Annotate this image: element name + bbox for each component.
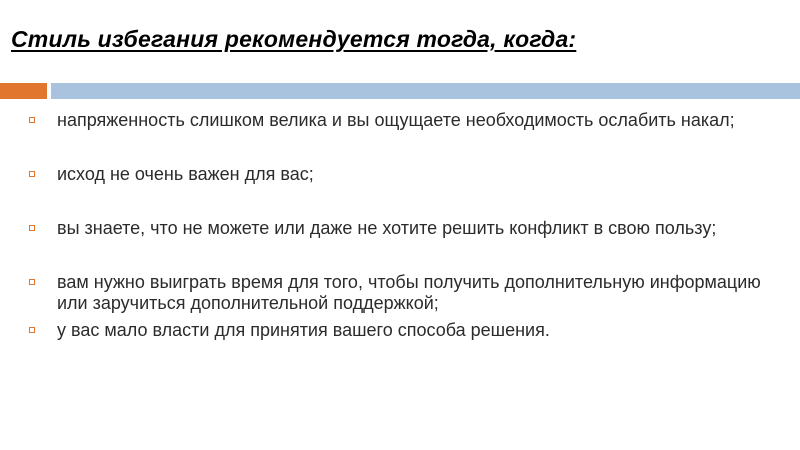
list-item	[29, 272, 789, 314]
list-item	[29, 164, 789, 185]
bullet-text: вам нужно выиграть время для того, чтобы получить дополнительную информацию или заручиться дополнительной поддержкой;	[57, 272, 761, 313]
bullet-list	[29, 110, 789, 341]
bullet-text: у вас мало власти для принятия вашего способа решения.	[57, 320, 550, 340]
divider-bar	[51, 83, 800, 99]
bullet-text: напряженность слишком велика и вы ощущаете необходимость ослабить накал;	[57, 110, 735, 130]
list-item	[29, 320, 789, 341]
bullet-icon	[29, 327, 35, 333]
bullet-text: вы знаете, что не можете или даже не хотите решить конфликт в свою пользу;	[57, 218, 717, 238]
bullet-icon	[29, 171, 35, 177]
bullet-text: исход не очень важен для вас;	[57, 164, 314, 184]
slide-title: Стиль избегания рекомендуется тогда, когда:	[11, 26, 577, 52]
list-item	[29, 218, 789, 239]
bullet-icon	[29, 225, 35, 231]
accent-square	[0, 83, 47, 99]
bullet-icon	[29, 279, 35, 285]
bullet-icon	[29, 117, 35, 123]
list-item	[29, 110, 789, 131]
